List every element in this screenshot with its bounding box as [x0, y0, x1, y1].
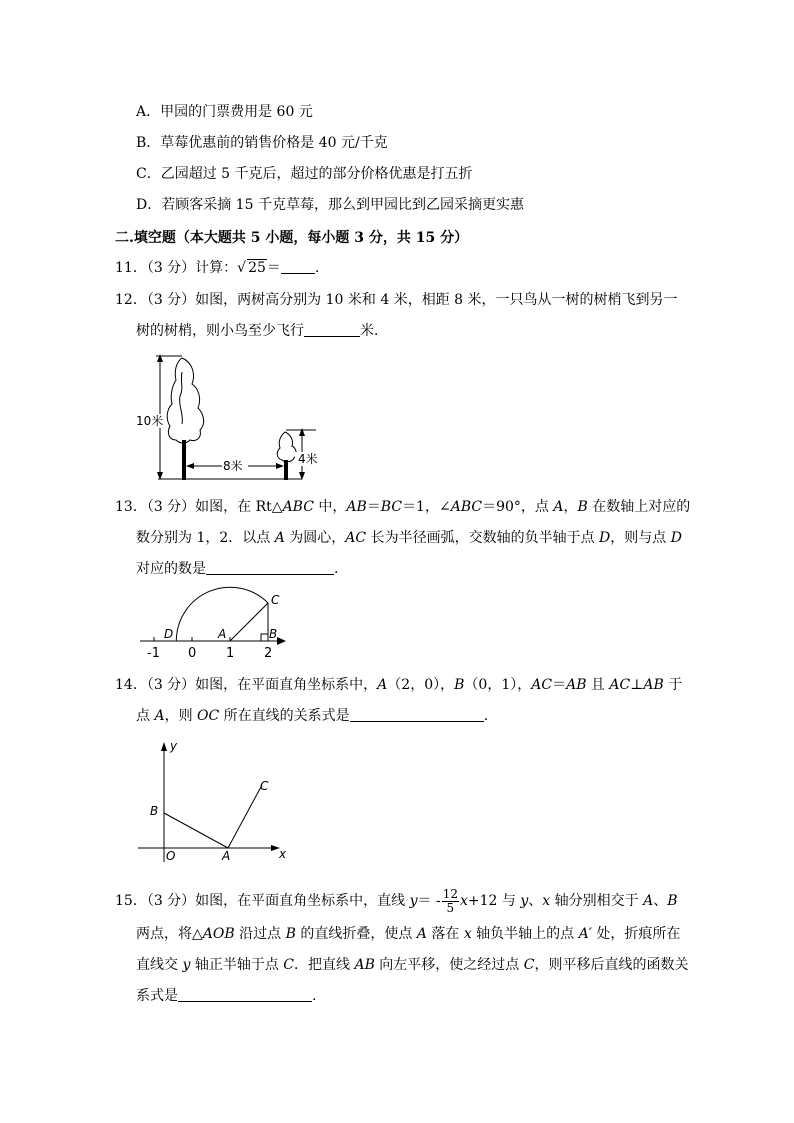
q13-line3	[136, 559, 338, 579]
q12-line2-text: 树的树梢，则小鸟至少飞行	[136, 323, 304, 339]
q14-line2	[136, 706, 488, 726]
q15-t13: 两点，将△	[136, 926, 203, 942]
tall-tree-crown	[167, 358, 203, 443]
right-angle-mark	[261, 634, 268, 641]
q11-equals: ＝	[266, 260, 281, 276]
q13-t19: D	[599, 530, 611, 546]
label-c: C	[271, 593, 280, 607]
q12-line2	[136, 321, 388, 341]
q15-t28: ．把直线	[294, 957, 355, 973]
q15-fraction-numerator: 12	[442, 886, 459, 901]
q15-line2	[136, 924, 680, 944]
q14-answer-blank[interactable]	[350, 707, 484, 722]
short-arrow-top	[299, 428, 305, 436]
q13-t3: 中，	[313, 499, 347, 515]
q13-t6: BC	[380, 499, 403, 515]
q11-text: 11．（3 分）计算：	[115, 260, 238, 276]
q14-t18: 所在直线的关系式是	[219, 708, 350, 724]
q15-t34: .	[312, 988, 317, 1004]
q13-t20: ，则与点	[610, 530, 671, 546]
q13-t21: D	[670, 530, 682, 546]
q15-t5: +12 与	[467, 893, 521, 909]
q15-t2: y	[409, 893, 418, 909]
q13-t8: ABC	[450, 499, 483, 515]
distance-label: 8米	[223, 459, 243, 473]
q15-t24: 直线交	[136, 957, 183, 973]
q15-t29: AB	[354, 957, 375, 973]
segment-ac	[228, 785, 262, 848]
y-axis-arrow	[161, 742, 167, 751]
segment-ba	[164, 813, 228, 848]
tick-label-neg1: -1	[147, 646, 160, 661]
q14-t9: 且	[586, 677, 610, 693]
q15-fraction-denominator: 5	[446, 900, 455, 915]
short-tree-crown	[277, 432, 296, 462]
q13-t22: 对应的数是	[136, 561, 206, 577]
segment-ac	[230, 603, 268, 641]
q13-t18: 长为半径画弧，交数轴的负半轴于点	[366, 530, 600, 546]
q13-t13: 在数轴上对应的	[587, 499, 691, 515]
q15-t10: A	[643, 893, 654, 909]
q14-t3: （2，0），	[387, 677, 455, 693]
q13-t11: ，	[563, 499, 578, 515]
tick-label-1: 1	[226, 646, 235, 661]
tall-height-label: 10米	[136, 414, 164, 428]
q13-t12: B	[577, 499, 588, 515]
distance-arrow-right	[276, 463, 284, 469]
q14-t11: ⊥	[630, 677, 644, 693]
q12-line1: 12．（3 分）如图，两树高分别为 10 米和 4 米，相距 8 米，一只鸟从一树的树梢飞到另一	[115, 292, 678, 308]
q13-t23: .	[334, 561, 339, 577]
option-b: B．草莓优惠前的销售价格是 40 元/千克	[136, 135, 388, 151]
option-a: A．甲园的门票费用是 60 元	[136, 104, 313, 120]
q13-t9: ＝90°，点	[482, 499, 554, 515]
label-x: x	[279, 847, 287, 861]
q13-t1: 13．（3 分）如图，在 Rt△	[115, 499, 283, 515]
q15-t32: ，则平移后直线的函数关	[534, 957, 689, 973]
q15-t22: A′	[578, 926, 592, 942]
q15-t3: ＝ -	[417, 893, 441, 909]
q15-t1: 15．（3 分）如图，在平面直角坐标系中，直线	[115, 893, 410, 909]
q13-numberline-figure	[136, 590, 296, 662]
q14-t16: ，则	[164, 708, 198, 724]
distance-arrow-left	[186, 463, 194, 469]
q13-t17: AC	[345, 530, 367, 546]
q15-t25: y	[182, 957, 191, 973]
q15-t11: 、	[653, 893, 668, 909]
q15-t23: 处，折痕所在	[591, 926, 681, 942]
q15-t26: 轴正半轴于点	[190, 957, 284, 973]
q13-t16: 为圆心，	[284, 530, 346, 546]
q15-line3	[136, 955, 688, 975]
q15-t15: 沿过点	[234, 926, 286, 942]
q12-line2-end: 米．	[360, 323, 388, 339]
q11-answer-blank[interactable]	[281, 259, 315, 274]
q14-t12: AB	[643, 677, 664, 693]
q15-t17: 的直线折叠，使点	[295, 926, 417, 942]
q14-t6: AC	[531, 677, 553, 693]
option-d: D．若顾客采摘 15 千克草莓，那么到甲园比到乙园采摘更实惠	[136, 197, 524, 213]
q15-fraction	[442, 888, 459, 915]
q11-end: .	[314, 260, 320, 276]
tick-label-0: 0	[188, 646, 197, 661]
q15-t8: x	[542, 893, 551, 909]
q15-t12: B	[667, 893, 678, 909]
q13-t4: AB	[346, 499, 367, 515]
q13-t15: A	[274, 530, 285, 546]
q15-answer-blank[interactable]	[178, 987, 312, 1002]
q13-line2	[136, 528, 682, 548]
q15-t33: 系式是	[136, 988, 178, 1004]
q15-t19: 落在	[426, 926, 464, 942]
q15-t18: A	[416, 926, 427, 942]
q14-t8: AB	[566, 677, 587, 693]
q15-t4: x	[460, 893, 468, 909]
q13-t2: ABC	[282, 499, 314, 515]
q15-line1	[115, 884, 678, 918]
q14-t13: 于	[663, 677, 683, 693]
q14-t10: AC	[609, 677, 631, 693]
question-11	[115, 258, 319, 278]
q15-t20: x	[463, 926, 472, 942]
q13-line1	[115, 497, 690, 517]
section-title: 二.填空题（本大题共 5 小题，每小题 3 分，共 15 分）	[115, 230, 469, 246]
q14-t17: OC	[197, 708, 220, 724]
q15-t14: AOB	[202, 926, 235, 942]
sqrt-sign: √	[237, 260, 247, 276]
label-c: C	[260, 779, 269, 793]
q14-t7: ＝	[552, 677, 567, 693]
q14-t19: .	[483, 708, 489, 724]
q14-coordinate-figure	[136, 738, 296, 866]
q14-t15: A	[154, 708, 165, 724]
q14-t1: 14．（3 分）如图，在平面直角坐标系中，	[115, 677, 378, 693]
q15-t30: 向左平移，使之经过点	[374, 957, 524, 973]
tick-label-2: 2	[264, 646, 273, 661]
short-tree-trunk	[284, 460, 288, 480]
q14-t2: A	[377, 677, 388, 693]
q14-t14: 点	[136, 708, 155, 724]
tall-tree-trunk	[182, 440, 186, 480]
number-line-arrow	[277, 637, 286, 645]
q12-answer-blank[interactable]	[304, 322, 360, 337]
q13-t10: A	[553, 499, 564, 515]
label-b: B	[150, 804, 159, 818]
q12-tree-figure	[130, 348, 330, 483]
q15-t27: C	[283, 957, 294, 973]
q15-t6: y	[520, 893, 529, 909]
label-a: A	[218, 627, 227, 641]
q15-t9: 轴分别相交于	[550, 893, 644, 909]
q13-answer-blank[interactable]	[206, 560, 334, 575]
q14-line1	[115, 675, 682, 695]
q15-line4	[136, 986, 316, 1006]
q14-t4: B	[454, 677, 465, 693]
q15-t16: B	[285, 926, 296, 942]
label-o: O	[166, 849, 176, 863]
label-a: A	[222, 849, 231, 863]
q15-t7: 、	[528, 893, 543, 909]
q11-radicand: 25	[248, 260, 266, 276]
q13-t5: ＝	[366, 499, 381, 515]
option-c: C．乙园超过 5 千克后，超过的部分价格优惠是打五折	[136, 166, 473, 182]
label-b: B	[269, 627, 278, 641]
q13-t7: ＝1，∠	[402, 499, 451, 515]
q13-t14: 数分别为 1，2．以点	[136, 530, 275, 546]
short-height-label: 4米	[298, 452, 318, 466]
tall-arrow-top	[157, 354, 163, 362]
q15-t31: C	[523, 957, 535, 973]
q14-t5: （0，1），	[464, 677, 532, 693]
label-d: D	[164, 627, 174, 641]
q15-t21: 轴负半轴上的点	[471, 926, 579, 942]
label-y: y	[170, 739, 178, 753]
